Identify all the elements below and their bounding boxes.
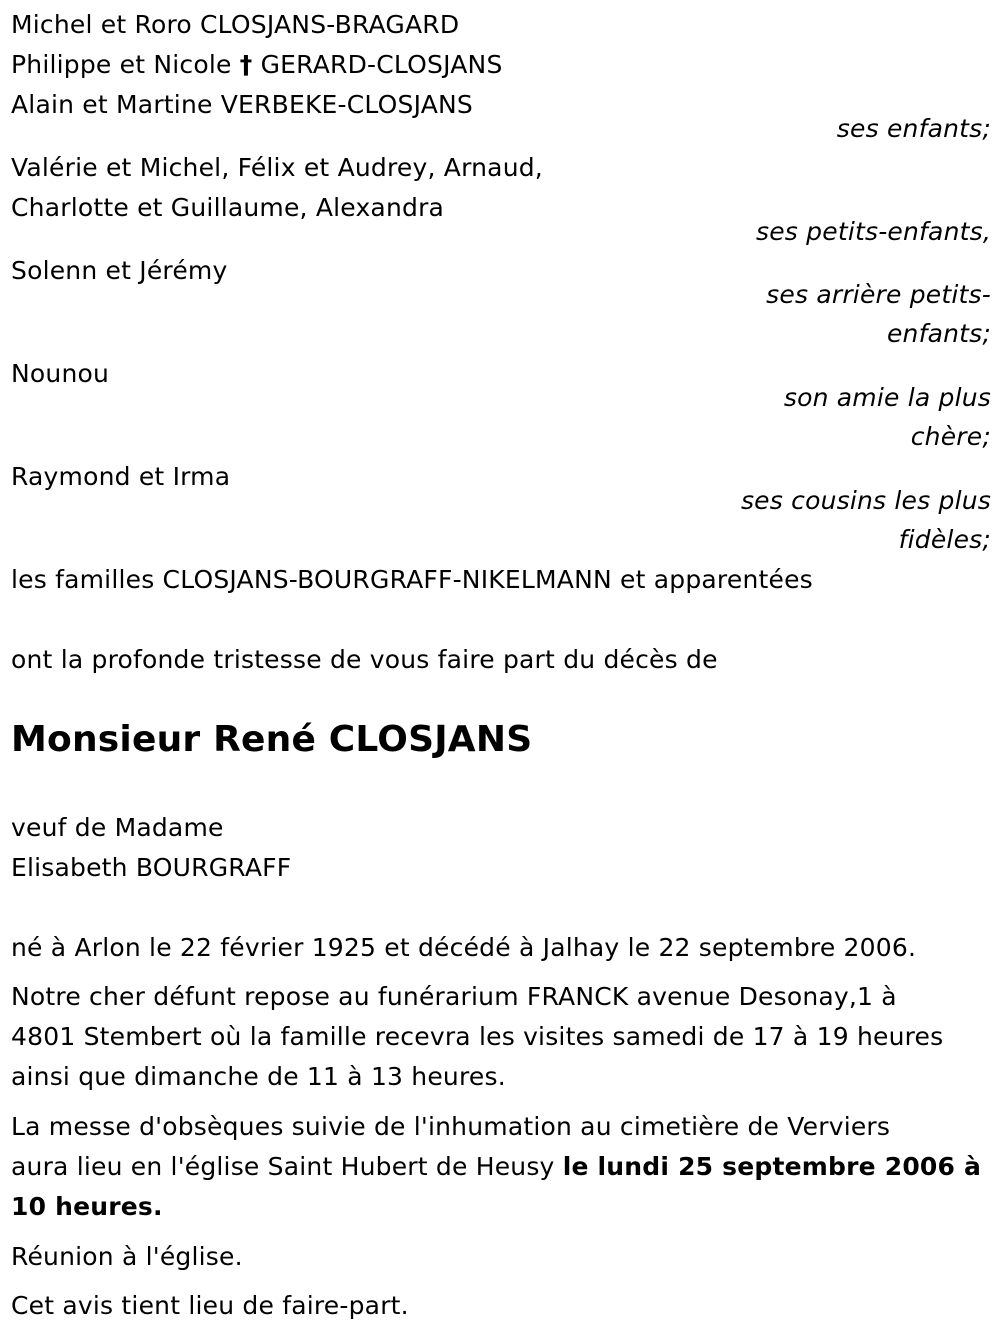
grandchildren-line: Valérie et Michel, Félix et Audrey, Arnaud, [11,153,543,182]
role-label-friend: son amie la plus [783,383,991,412]
role-label-cousins-cont: fidèles; [898,525,991,554]
announcement-text: ont la profonde tristesse de vous faire part du décès de [11,645,718,674]
widower-line: Elisabeth BOURGRAFF [11,853,292,882]
role-label-children: ses enfants; [836,114,991,143]
funeral-location: aura lieu en l'église Saint Hubert de Heusy [11,1152,563,1181]
visitation-line: 4801 Stembert où la famille recevra les visites samedi de 17 à 19 heures [11,1022,944,1051]
reunion-text: Réunion à l'église. [11,1242,243,1271]
widower-line: veuf de Madame [11,813,224,842]
birth-death-text: né à Arlon le 22 février 1925 et décédé à Jalhay le 22 septembre 2006. [11,933,917,962]
cross-icon: † [239,50,253,79]
child-line [11,45,503,85]
child-line-name: Philippe et Nicole [11,50,232,79]
funeral-line: La messe d'obsèques suivie de l'inhumation au cimetière de Verviers [11,1112,891,1141]
role-label-great-grandchildren: ses arrière petits- [766,280,991,309]
visitation-line: ainsi que dimanche de 11 à 13 heures. [11,1062,506,1091]
cousins-line: Raymond et Irma [11,462,231,491]
child-line: Alain et Martine VERBEKE-CLOSJANS [11,90,473,119]
families-line: les familles CLOSJANS-BOURGRAFF-NIKELMANN et apparentées [11,565,813,594]
role-label-grandchildren: ses petits-enfants, [756,217,991,246]
closing-text: Cet avis tient lieu de faire-part. [11,1291,409,1320]
role-label-great-grandchildren-cont: enfants; [886,319,991,348]
funeral-line [11,1147,981,1187]
great-grandchildren-line: Solenn et Jérémy [11,256,228,285]
friend-line: Nounou [11,359,110,388]
role-label-cousins: ses cousins les plus [740,486,991,515]
visitation-line: Notre cher défunt repose au funérarium FRANCK avenue Desonay,1 à [11,982,897,1011]
funeral-time: 10 heures. [11,1192,163,1221]
deceased-name: Monsieur René CLOSJANS [11,719,533,760]
child-line-surname: GERARD-CLOSJANS [260,50,503,79]
funeral-date: le lundi 25 septembre 2006 à [562,1152,982,1181]
role-label-friend-cont: chère; [910,422,991,451]
grandchildren-line: Charlotte et Guillaume, Alexandra [11,193,445,222]
child-line: Michel et Roro CLOSJANS-BRAGARD [11,10,460,39]
